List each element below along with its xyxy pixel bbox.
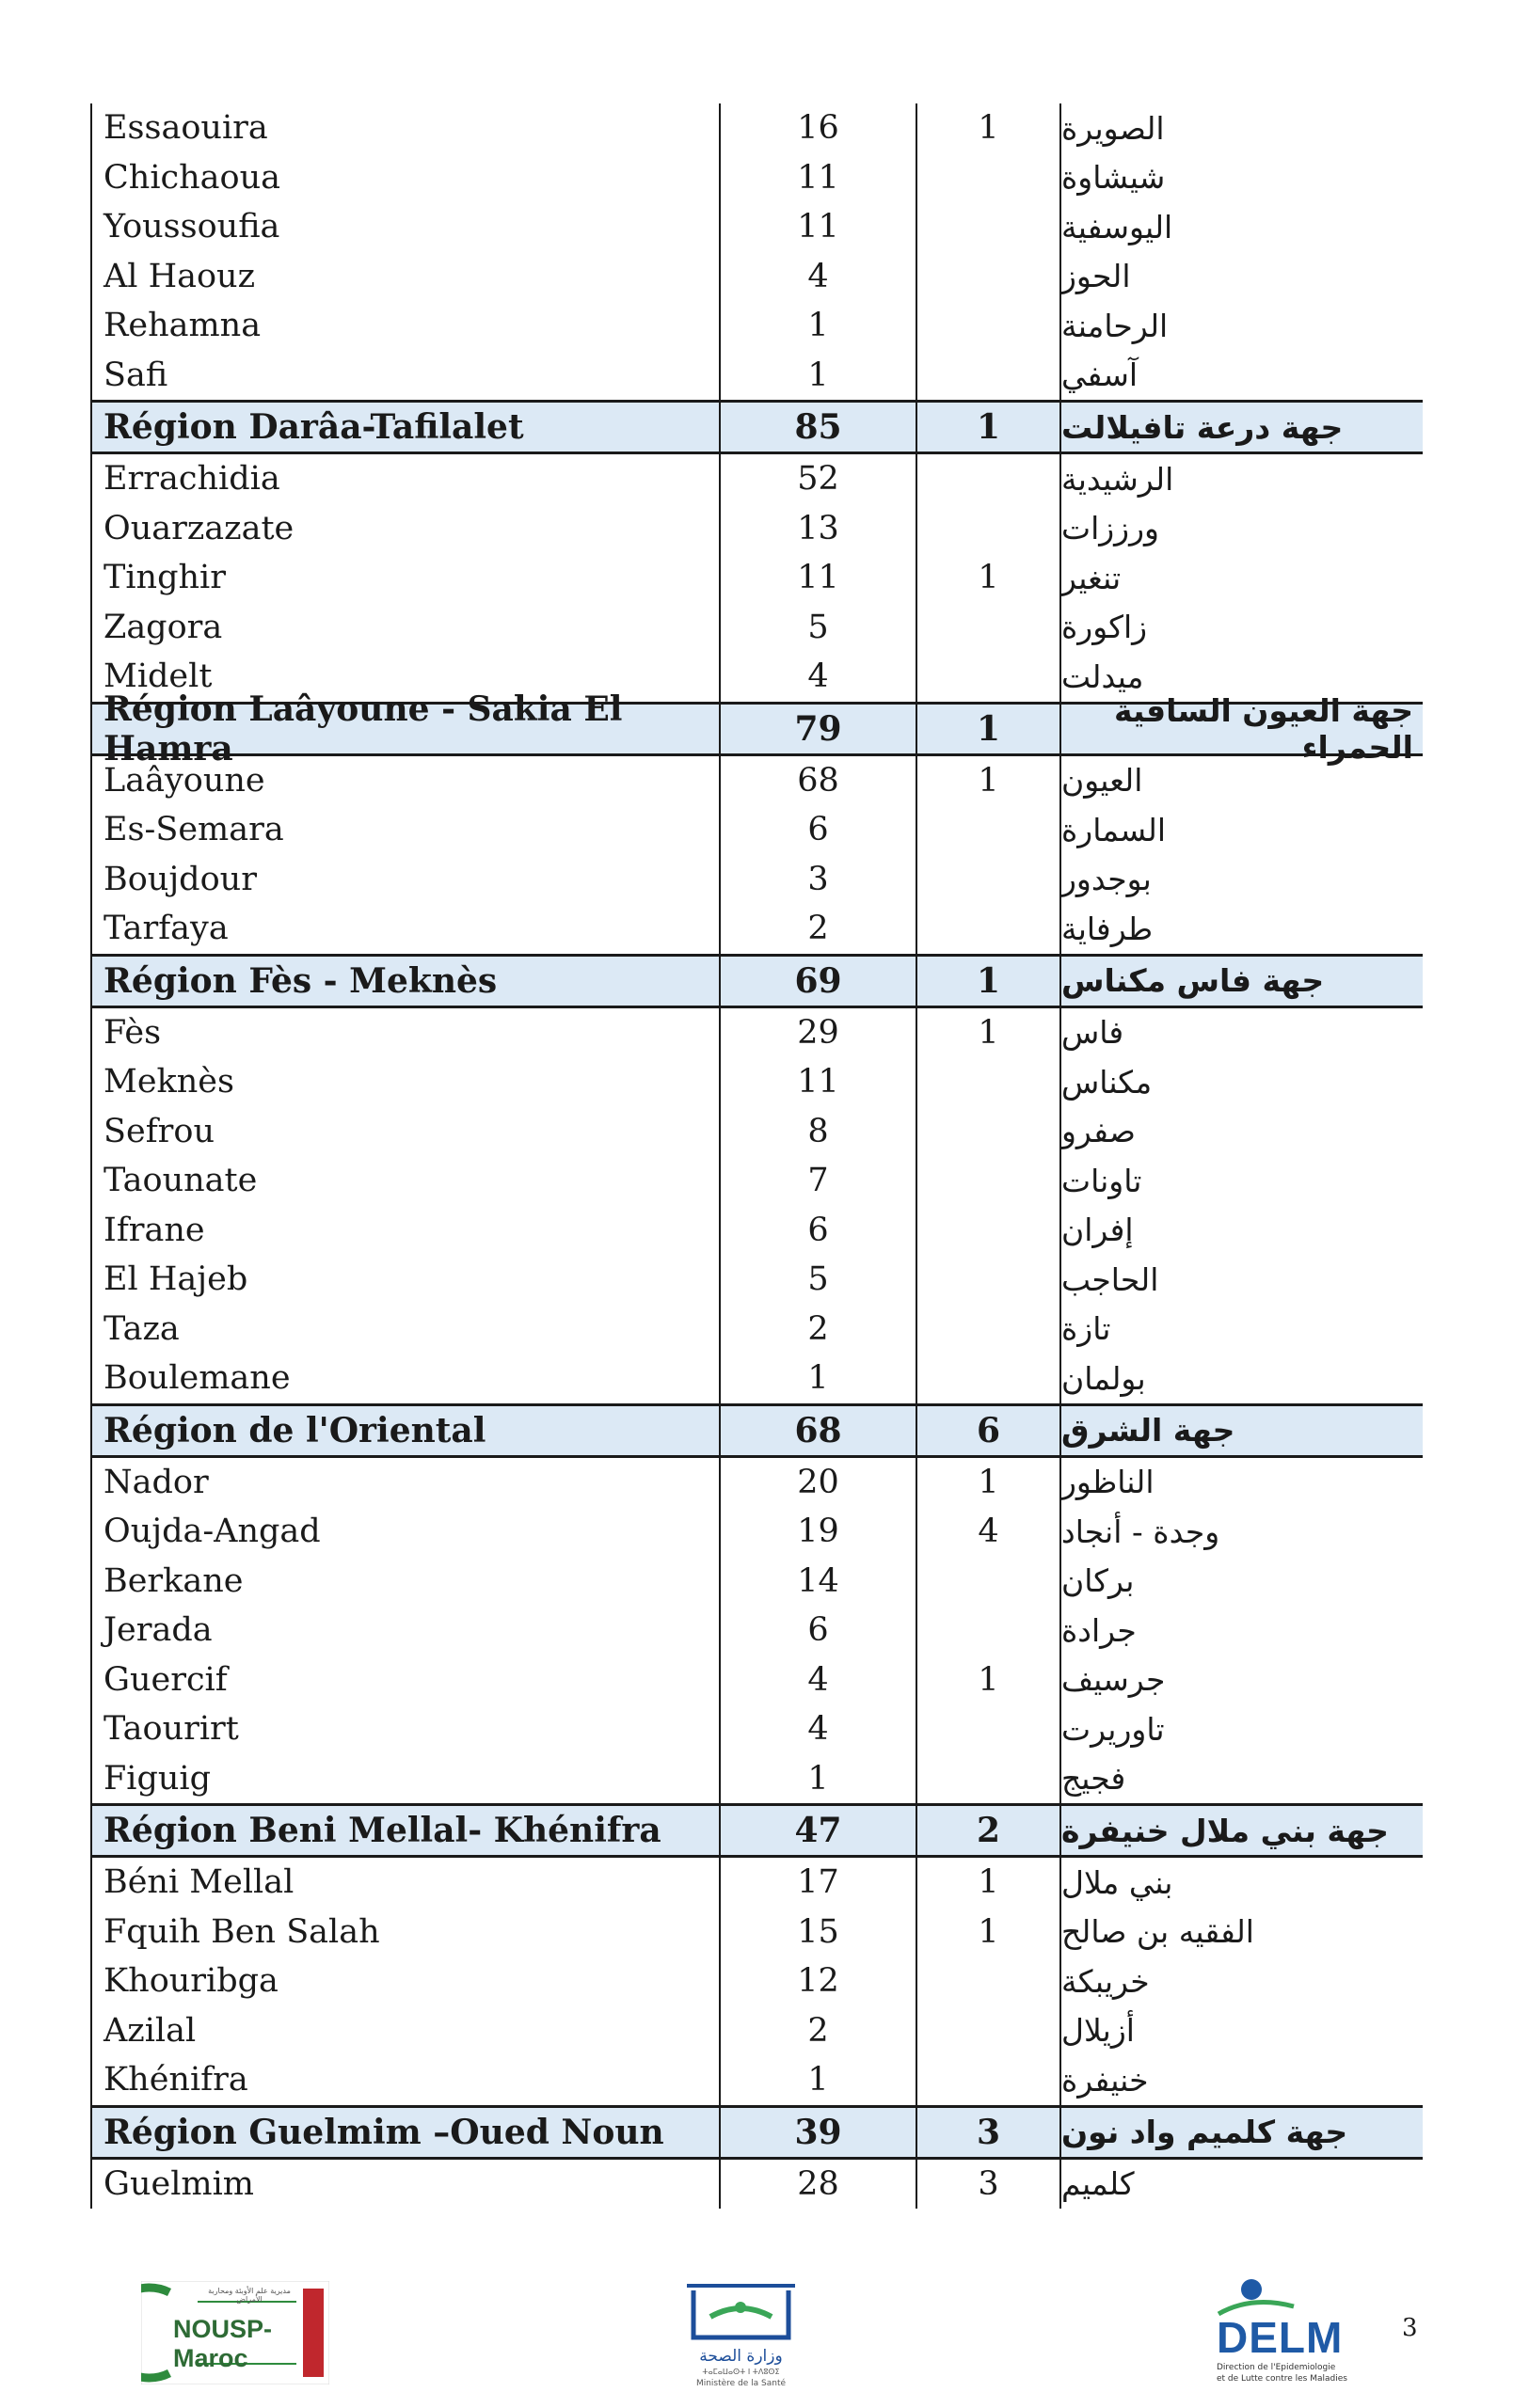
name-fr-cell: Es-Semara bbox=[90, 805, 721, 855]
province-row bbox=[90, 301, 1423, 351]
name-ar-cell: فاس bbox=[1061, 1014, 1124, 1052]
secondary-count-cell bbox=[917, 351, 1061, 401]
name-ar-cell: إفران bbox=[1061, 1212, 1134, 1249]
province-row bbox=[90, 1255, 1423, 1305]
name-ar-cell: جرادة bbox=[1061, 1611, 1137, 1649]
name-fr-cell: Région Darâa-Tafilalet bbox=[90, 403, 721, 452]
secondary-count-cell: 3 bbox=[917, 2160, 1061, 2210]
province-row bbox=[90, 1354, 1423, 1403]
name-ar-cell: ورززات bbox=[1061, 510, 1159, 547]
province-row bbox=[90, 1507, 1423, 1557]
name-ar-cell: السمارة bbox=[1061, 811, 1167, 848]
name-fr-cell: Région Guelmim –Oued Noun bbox=[90, 2108, 721, 2157]
name-ar-cell: جهة درعة تافيلالت bbox=[1061, 408, 1344, 446]
province-row bbox=[90, 1956, 1423, 2006]
secondary-count-cell bbox=[917, 202, 1061, 252]
delm-logo-text: DELM bbox=[1217, 2313, 1344, 2362]
secondary-count-cell: 1 bbox=[917, 1008, 1061, 1058]
secondary-count-cell: 2 bbox=[917, 1806, 1061, 1855]
name-fr-cell: Région de l'Oriental bbox=[90, 1406, 721, 1455]
cases-cell: 39 bbox=[721, 2108, 917, 2157]
page-footer bbox=[0, 2253, 1513, 2408]
secondary-count-cell bbox=[917, 1704, 1061, 1754]
name-ar-cell: اليوسفية bbox=[1061, 208, 1173, 246]
province-row bbox=[90, 1458, 1423, 1508]
name-fr-cell: Boujdour bbox=[90, 855, 721, 905]
province-row bbox=[90, 2055, 1423, 2105]
cases-cell: 79 bbox=[721, 705, 917, 753]
secondary-count-cell: 1 bbox=[917, 1458, 1061, 1508]
name-fr-cell: Taza bbox=[90, 1305, 721, 1354]
secondary-count-cell: 1 bbox=[917, 553, 1061, 603]
nousp-logo-subtitle: مديرية علم الأوبئة ومحاربة الأمراض bbox=[208, 2287, 291, 2304]
name-ar-cell: كلميم bbox=[1061, 2165, 1135, 2203]
cases-cell: 6 bbox=[721, 1206, 917, 1256]
name-fr-cell: Essaouira bbox=[90, 103, 721, 153]
name-ar-cell: جهة فاس مكناس bbox=[1061, 962, 1325, 999]
cases-cell: 11 bbox=[721, 202, 917, 252]
name-fr-cell: Tarfaya bbox=[90, 904, 721, 954]
secondary-count-cell bbox=[917, 1255, 1061, 1305]
province-row bbox=[90, 1008, 1423, 1058]
secondary-count-cell: 1 bbox=[917, 103, 1061, 153]
name-ar-cell: تازة bbox=[1061, 1310, 1111, 1348]
name-ar-cell: الحاجب bbox=[1061, 1260, 1159, 1298]
name-fr-cell: Fès bbox=[90, 1008, 721, 1058]
secondary-count-cell: 1 bbox=[917, 957, 1061, 1006]
cases-cell: 28 bbox=[721, 2160, 917, 2210]
secondary-count-cell bbox=[917, 1606, 1061, 1656]
secondary-count-cell bbox=[917, 301, 1061, 351]
province-row bbox=[90, 202, 1423, 252]
province-row bbox=[90, 756, 1423, 806]
name-ar-cell: بركان bbox=[1061, 1562, 1135, 1600]
cases-cell: 1 bbox=[721, 301, 917, 351]
province-row bbox=[90, 351, 1423, 401]
cases-cell: 4 bbox=[721, 1704, 917, 1754]
province-row bbox=[90, 153, 1423, 203]
name-ar-cell: جهة بني ملال خنيفرة bbox=[1061, 1812, 1389, 1849]
name-fr-cell: Tinghir bbox=[90, 553, 721, 603]
name-fr-cell: Laâyoune bbox=[90, 756, 721, 806]
secondary-count-cell bbox=[917, 1057, 1061, 1107]
cases-cell: 1 bbox=[721, 1754, 917, 1804]
name-ar-cell: زاكورة bbox=[1061, 609, 1148, 646]
region-row bbox=[90, 400, 1423, 454]
page-number: 3 bbox=[1402, 2314, 1418, 2342]
name-fr-cell: Errachidia bbox=[90, 454, 721, 504]
ministry-french-name: Ministère de la Santé bbox=[695, 2379, 787, 2388]
ministry-of-health-logo bbox=[682, 2281, 800, 2389]
secondary-count-cell bbox=[917, 1156, 1061, 1206]
name-ar-cell: بولمان bbox=[1061, 1359, 1146, 1397]
name-ar-cell: جرسيف bbox=[1061, 1661, 1166, 1699]
cases-cell: 11 bbox=[721, 1057, 917, 1107]
name-ar-cell: مكناس bbox=[1061, 1063, 1153, 1101]
name-fr-cell: Fquih Ben Salah bbox=[90, 1908, 721, 1957]
province-row bbox=[90, 1754, 1423, 1804]
province-row bbox=[90, 1557, 1423, 1607]
secondary-count-cell bbox=[917, 904, 1061, 954]
name-fr-cell: Youssoufia bbox=[90, 202, 721, 252]
cases-cell: 12 bbox=[721, 1956, 917, 2006]
secondary-count-cell bbox=[917, 1557, 1061, 1607]
name-fr-cell: Région Beni Mellal- Khénifra bbox=[90, 1806, 721, 1855]
cases-cell: 52 bbox=[721, 454, 917, 504]
secondary-count-cell bbox=[917, 504, 1061, 554]
province-row bbox=[90, 1057, 1423, 1107]
province-row bbox=[90, 553, 1423, 603]
name-fr-cell: Meknès bbox=[90, 1057, 721, 1107]
cases-cell: 16 bbox=[721, 103, 917, 153]
cases-cell: 3 bbox=[721, 855, 917, 905]
name-fr-cell: Béni Mellal bbox=[90, 1858, 721, 1908]
secondary-count-cell: 4 bbox=[917, 1507, 1061, 1557]
region-row bbox=[90, 954, 1423, 1008]
name-ar-cell: جهة كلميم واد نون bbox=[1061, 2114, 1348, 2150]
cases-cell: 17 bbox=[721, 1858, 917, 1908]
name-ar-cell: تاوريرت bbox=[1061, 1710, 1165, 1748]
secondary-count-cell bbox=[917, 252, 1061, 302]
name-fr-cell: Ouarzazate bbox=[90, 504, 721, 554]
secondary-count-cell bbox=[917, 1354, 1061, 1403]
name-ar-cell: الحوز bbox=[1061, 258, 1131, 295]
secondary-count-cell bbox=[917, 603, 1061, 653]
secondary-count-cell bbox=[917, 1107, 1061, 1157]
secondary-count-cell bbox=[917, 454, 1061, 504]
name-ar-cell: الرحامنة bbox=[1061, 307, 1169, 344]
name-fr-cell: Figuig bbox=[90, 1754, 721, 1804]
cases-cell: 29 bbox=[721, 1008, 917, 1058]
secondary-count-cell bbox=[917, 652, 1061, 702]
province-row bbox=[90, 904, 1423, 954]
cases-cell: 2 bbox=[721, 904, 917, 954]
name-fr-cell: Région Fès - Meknès bbox=[90, 957, 721, 1006]
name-ar-cell: جهة العيون الساقية الحمراء bbox=[1114, 691, 1413, 766]
name-fr-cell: Al Haouz bbox=[90, 252, 721, 302]
province-row bbox=[90, 805, 1423, 855]
province-row bbox=[90, 2160, 1423, 2210]
cases-cell: 4 bbox=[721, 1656, 917, 1705]
cases-cell: 4 bbox=[721, 252, 917, 302]
name-fr-cell: Région Laâyoune - Sakia El Hamra bbox=[90, 705, 721, 753]
secondary-count-cell: 1 bbox=[917, 1908, 1061, 1957]
name-ar-cell: خريبكة bbox=[1061, 1962, 1150, 2000]
secondary-count-cell bbox=[917, 2055, 1061, 2105]
name-ar-cell: أزيلال bbox=[1061, 2012, 1135, 2050]
name-fr-cell: Nador bbox=[90, 1458, 721, 1508]
name-ar-cell: ميدلت bbox=[1061, 657, 1144, 695]
name-fr-cell: Guercif bbox=[90, 1656, 721, 1705]
cases-cell: 5 bbox=[721, 603, 917, 653]
cases-cell: 20 bbox=[721, 1458, 917, 1508]
province-row bbox=[90, 1206, 1423, 1256]
name-fr-cell: Taounate bbox=[90, 1156, 721, 1206]
name-fr-cell: Chichaoua bbox=[90, 153, 721, 203]
secondary-count-cell bbox=[917, 1754, 1061, 1804]
name-fr-cell: Khénifra bbox=[90, 2055, 721, 2105]
name-ar-cell: آسفي bbox=[1061, 356, 1139, 394]
cases-cell: 69 bbox=[721, 957, 917, 1006]
name-fr-cell: Oujda-Angad bbox=[90, 1507, 721, 1557]
province-row bbox=[90, 855, 1423, 905]
province-row bbox=[90, 603, 1423, 653]
province-row bbox=[90, 1656, 1423, 1705]
data-table bbox=[90, 103, 1423, 2209]
name-fr-cell: Khouribga bbox=[90, 1956, 721, 2006]
secondary-count-cell bbox=[917, 1956, 1061, 2006]
name-ar-cell: تنغير bbox=[1061, 559, 1122, 596]
name-fr-cell: Guelmim bbox=[90, 2160, 721, 2210]
name-ar-cell: الفقيه بن صالح bbox=[1061, 1913, 1254, 1951]
name-ar-cell: وجدة - أنجاد bbox=[1061, 1513, 1220, 1550]
name-fr-cell: Safi bbox=[90, 351, 721, 401]
name-ar-cell: شيشاوة bbox=[1061, 159, 1166, 197]
cases-cell: 68 bbox=[721, 1406, 917, 1455]
secondary-count-cell bbox=[917, 1305, 1061, 1354]
province-row bbox=[90, 1704, 1423, 1754]
cases-cell: 4 bbox=[721, 652, 917, 702]
name-ar-cell: فجيج bbox=[1061, 1760, 1126, 1798]
region-row bbox=[90, 1803, 1423, 1858]
cases-cell: 11 bbox=[721, 553, 917, 603]
nousp-logo-text: NOUSP-Maroc bbox=[173, 2315, 273, 2372]
cases-cell: 6 bbox=[721, 1606, 917, 1656]
secondary-count-cell bbox=[917, 2006, 1061, 2056]
cases-cell: 47 bbox=[721, 1806, 917, 1855]
cases-cell: 68 bbox=[721, 756, 917, 806]
cases-cell: 15 bbox=[721, 1908, 917, 1957]
name-fr-cell: Zagora bbox=[90, 603, 721, 653]
name-ar-cell: بني ملال bbox=[1061, 1863, 1173, 1901]
secondary-count-cell: 1 bbox=[917, 403, 1061, 452]
cases-cell: 1 bbox=[721, 351, 917, 401]
cases-cell: 85 bbox=[721, 403, 917, 452]
cases-cell: 11 bbox=[721, 153, 917, 203]
cases-cell: 13 bbox=[721, 504, 917, 554]
secondary-count-cell: 3 bbox=[917, 2108, 1061, 2157]
cases-cell: 2 bbox=[721, 1305, 917, 1354]
region-row bbox=[90, 689, 1423, 768]
province-row bbox=[90, 1156, 1423, 1206]
cases-cell: 1 bbox=[721, 1354, 917, 1403]
secondary-count-cell bbox=[917, 1206, 1061, 1256]
province-row bbox=[90, 504, 1423, 554]
name-fr-cell: Boulemane bbox=[90, 1354, 721, 1403]
nousp-logo bbox=[141, 2281, 329, 2384]
secondary-count-cell: 1 bbox=[917, 705, 1061, 753]
secondary-count-cell bbox=[917, 805, 1061, 855]
name-fr-cell: Azilal bbox=[90, 2006, 721, 2056]
secondary-count-cell bbox=[917, 855, 1061, 905]
cases-cell: 5 bbox=[721, 1255, 917, 1305]
name-fr-cell: Rehamna bbox=[90, 301, 721, 351]
region-row bbox=[90, 1403, 1423, 1458]
province-row bbox=[90, 454, 1423, 504]
name-ar-cell: الناظور bbox=[1061, 1464, 1155, 1501]
province-row bbox=[90, 1305, 1423, 1354]
province-row bbox=[90, 1908, 1423, 1957]
name-ar-cell: بوجدور bbox=[1061, 861, 1152, 898]
name-fr-cell: Midelt bbox=[90, 652, 721, 702]
ministry-arabic-name: وزارة الصحة bbox=[699, 2347, 783, 2366]
cases-cell: 14 bbox=[721, 1557, 917, 1607]
name-ar-cell: طرفاية bbox=[1061, 910, 1154, 947]
cases-cell: 7 bbox=[721, 1156, 917, 1206]
name-ar-cell: جهة الشرق bbox=[1061, 1412, 1235, 1449]
province-row bbox=[90, 1107, 1423, 1157]
delm-logo bbox=[1209, 2276, 1360, 2389]
name-ar-cell: خنيفرة bbox=[1061, 2061, 1149, 2099]
name-fr-cell: El Hajeb bbox=[90, 1255, 721, 1305]
name-fr-cell: Ifrane bbox=[90, 1206, 721, 1256]
delm-subtitle-line-2: et de Lutte contre les Maladies bbox=[1217, 2374, 1347, 2384]
province-row bbox=[90, 103, 1423, 153]
cases-cell: 1 bbox=[721, 2055, 917, 2105]
cases-cell: 8 bbox=[721, 1107, 917, 1157]
secondary-count-cell: 1 bbox=[917, 1656, 1061, 1705]
province-row bbox=[90, 2006, 1423, 2056]
name-fr-cell: Berkane bbox=[90, 1557, 721, 1607]
name-fr-cell: Jerada bbox=[90, 1606, 721, 1656]
province-row bbox=[90, 252, 1423, 302]
secondary-count-cell: 1 bbox=[917, 756, 1061, 806]
cases-cell: 2 bbox=[721, 2006, 917, 2056]
name-fr-cell: Sefrou bbox=[90, 1107, 721, 1157]
secondary-count-cell: 6 bbox=[917, 1406, 1061, 1455]
name-fr-cell: Taourirt bbox=[90, 1704, 721, 1754]
name-ar-cell: تاونات bbox=[1061, 1162, 1142, 1199]
ministry-tifinagh-name: ⵜⴰⵎⴰⵡⴰⵙⵜ ⵏ ⵜⴷⵓⵙⵉ bbox=[702, 2368, 780, 2376]
cases-cell: 19 bbox=[721, 1507, 917, 1557]
name-ar-cell: صفرو bbox=[1061, 1113, 1136, 1150]
secondary-count-cell: 1 bbox=[917, 1858, 1061, 1908]
name-ar-cell: الصويرة bbox=[1061, 109, 1165, 147]
region-row bbox=[90, 2105, 1423, 2160]
secondary-count-cell bbox=[917, 153, 1061, 203]
cases-cell: 6 bbox=[721, 805, 917, 855]
delm-subtitle-line-1: Direction de l'Epidemiologie bbox=[1217, 2363, 1336, 2372]
name-ar-cell: العيون bbox=[1061, 762, 1143, 800]
province-row bbox=[90, 1606, 1423, 1656]
name-ar-cell: الرشيدية bbox=[1061, 460, 1174, 498]
province-row bbox=[90, 1858, 1423, 1908]
